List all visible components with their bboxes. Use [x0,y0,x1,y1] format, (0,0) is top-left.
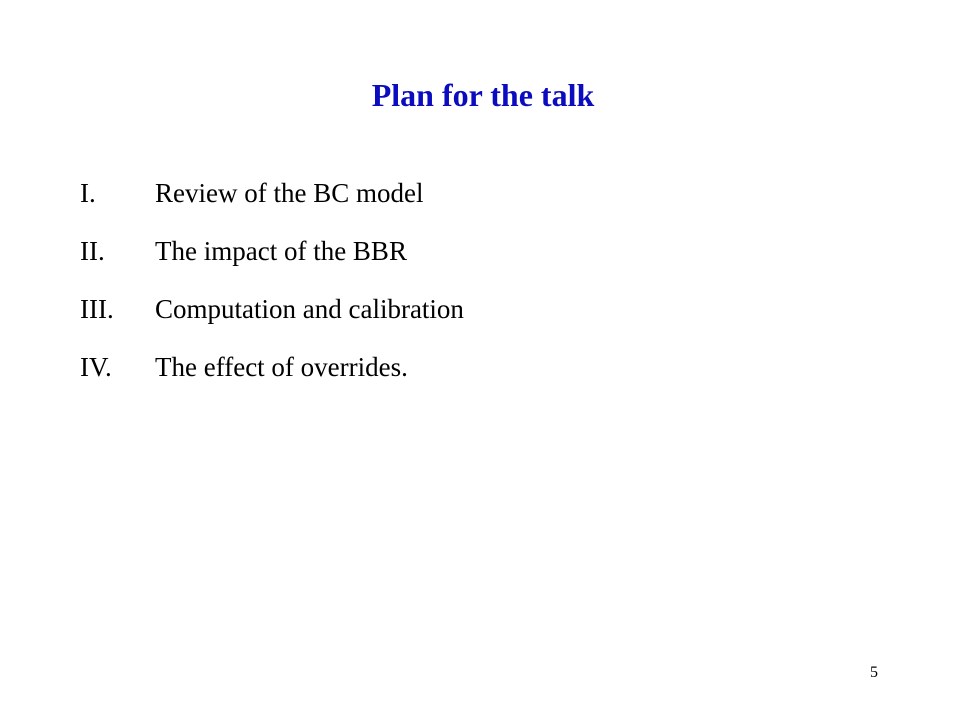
outline-numeral: I. [80,178,96,208]
outline-text: Computation and calibration [155,294,464,324]
outline-list [80,170,464,402]
outline-numeral: IV. [80,352,112,382]
outline-item-computation [80,286,464,344]
outline-item-impact [80,228,464,286]
outline-numeral: III. [80,294,114,324]
outline-item-overrides [80,344,464,402]
slide-title: Plan for the talk [371,77,595,113]
outline-text: Review of the BC model [155,178,424,208]
outline-text: The effect of overrides. [155,352,408,382]
outline-text: The impact of the BBR [155,236,407,266]
page-number: 5 [870,664,878,681]
outline-item-review [80,170,464,228]
outline-numeral: II. [80,236,105,266]
